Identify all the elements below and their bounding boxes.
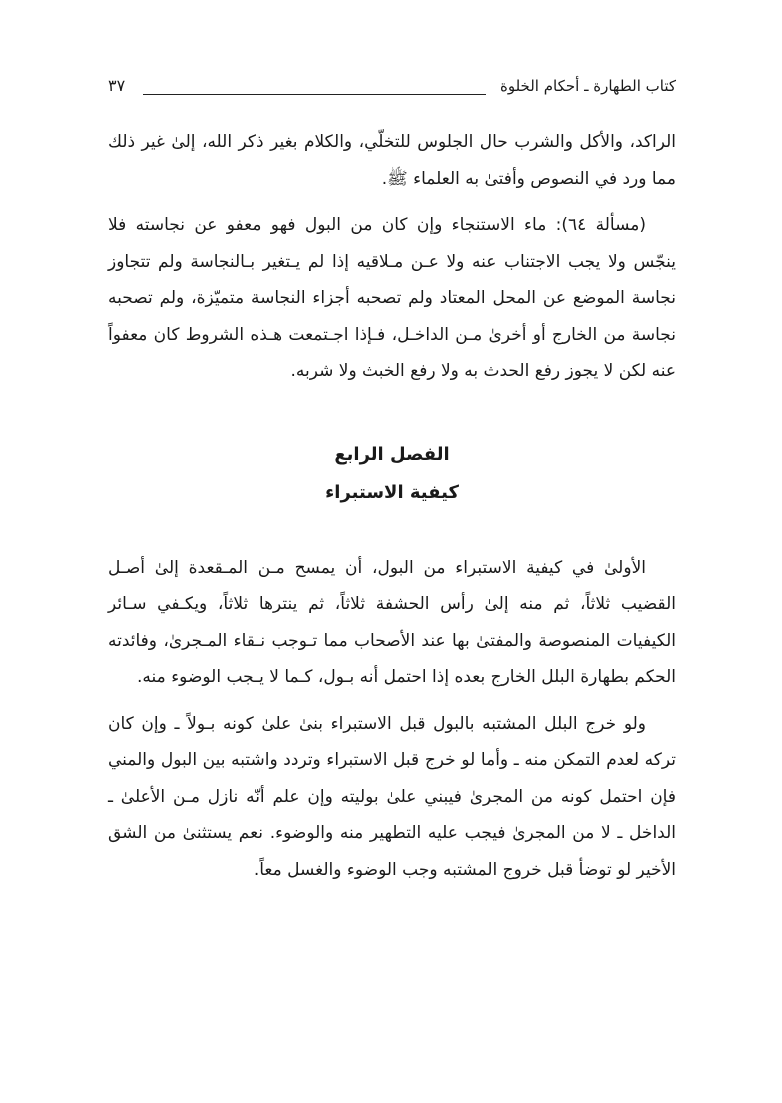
page-body	[108, 124, 676, 888]
chapter-heading: الفصل الرابع	[334, 443, 450, 465]
paragraph-continuation: الراكد، والأكل والشرب حال الجلوس للتخلّي، والكلام بغير ذكر الله، إلىٰ غير ذلك مما ورد في النصوص وأفتىٰ به العلماء ﷺ.	[108, 132, 676, 189]
paragraph-istibra-method: الأولىٰ في كيفية الاستبراء من البول، أن يمسح مـن المـقعدة إلىٰ أصـل القضيب ثلاثاً، ثم منه إلىٰ رأس الحشفة ثلاثاً، ثم ينترها ثلاثاً، ويكـفي سـائر الكيفيات المنصوصة والمفتىٰ بها عند الأصحاب مما تـوجب نـقاء المـجرىٰ، وفائدته الحكم بطهارة البلل الخارج بعده إذا احتمل أنه بـول، كـما لا يـجب الوضوء منه.	[108, 557, 676, 687]
chapter-subheading: كيفية الاستبراء	[325, 481, 459, 503]
page-header	[108, 72, 676, 100]
paragraph-doubtful-fluid: ولو خرج البلل المشتبه بالبول قبل الاستبراء بنىٰ علىٰ كونه بـولاً ـ وإن كان تركه لعدم التمكن منه ـ وأما لو خرج قبل الاستبراء وتردد واشتبه بين البول والمني فإن احتمل كونه من المجرىٰ فيبني علىٰ بوليته وإن علم أنّه نازل مـن الأعلىٰ ـ الداخل ـ لا من المجرىٰ فيجب عليه التطهير منه والوضوء. نعم يستثنىٰ من الشق الأخير لو توضأ قبل خروج المشتبه وجب الوضوء والغسل معاً.	[108, 713, 676, 880]
page-number: ٣٧	[108, 76, 126, 95]
paragraph-issue-64: (مسألة ٦٤): ماء الاستنجاء وإن كان من البول فهو معفو عن نجاسته فلا ينجّس ولا يجب الاجتناب عنه ولا عـن مـلاقيه إذا لم يـتغير بـالنجاسة ولم تتجاوز نجاسة الموضع عن المحل المعتاد ولم تصحبه أجزاء النجاسة متميّزة، ولم تصحبه نجاسة من الخارج أو أخرىٰ مـن الداخـل، فـإذا اجـتمعت هـذه الشروط كان معفواً عنه لكن لا يجوز رفع الحدث به ولا رفع الخبث ولا شربه.	[108, 215, 676, 381]
running-title: كتاب الطهارة ـ أحكام الخلوة	[499, 77, 676, 95]
header-rule	[143, 94, 486, 95]
